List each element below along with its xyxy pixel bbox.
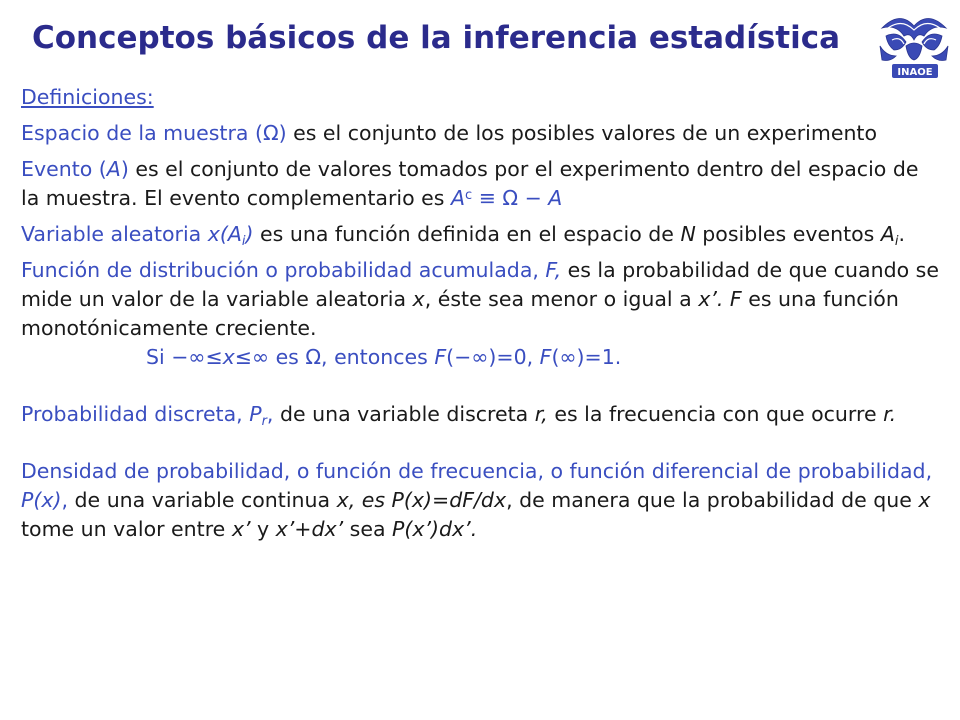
page-title: Conceptos básicos de la inferencia estadística xyxy=(32,20,841,56)
section-heading: Definiciones: xyxy=(21,85,154,109)
definition-discrete-probability: Probabilidad discreta, $P_r$, de una variable discreta r, es la frecuencia con que ocurre r. xyxy=(21,402,897,429)
definition-probability-density: Densidad de probabilidad, o función de frecuencia, o función diferencial de probabilidad, P(x), de una variable continua x, es P(x)=dF/dx, de manera que la probabilidad de que x tome un valor entre x’ y x’+dx’ sea P(x’)dx’. xyxy=(21,459,933,541)
definition-random-variable: Variable aleatoria $x(A_i)$ es una función definida en el espacio de N posibles eventos $A_i$. xyxy=(21,222,906,249)
definition-cumulative-distribution: Función de distribución o probabilidad acumulada, F, es la probabilidad de que cuando se mide un valor de la variable aleatoria x, éste sea menor o igual a x’. F es una función monotónicamente creciente. xyxy=(21,258,939,340)
definition-event: Evento (A) es el conjunto de valores tomados por el experimento dentro del espacio de la muestra. El evento complementario es $A^c \equiv \Omega - A$ xyxy=(21,157,919,210)
cumulative-distribution-limits: Si −∞≤x≤∞ es Ω, entonces F(−∞)=0, F(∞)=1. xyxy=(146,345,622,369)
content xyxy=(21,83,941,544)
inaoe-logo xyxy=(872,6,956,84)
definition-sample-space: Espacio de la muestra (Ω) es el conjunto de los posibles valores de un experimento xyxy=(21,121,878,145)
svg-text:INAOE: INAOE xyxy=(897,67,933,78)
